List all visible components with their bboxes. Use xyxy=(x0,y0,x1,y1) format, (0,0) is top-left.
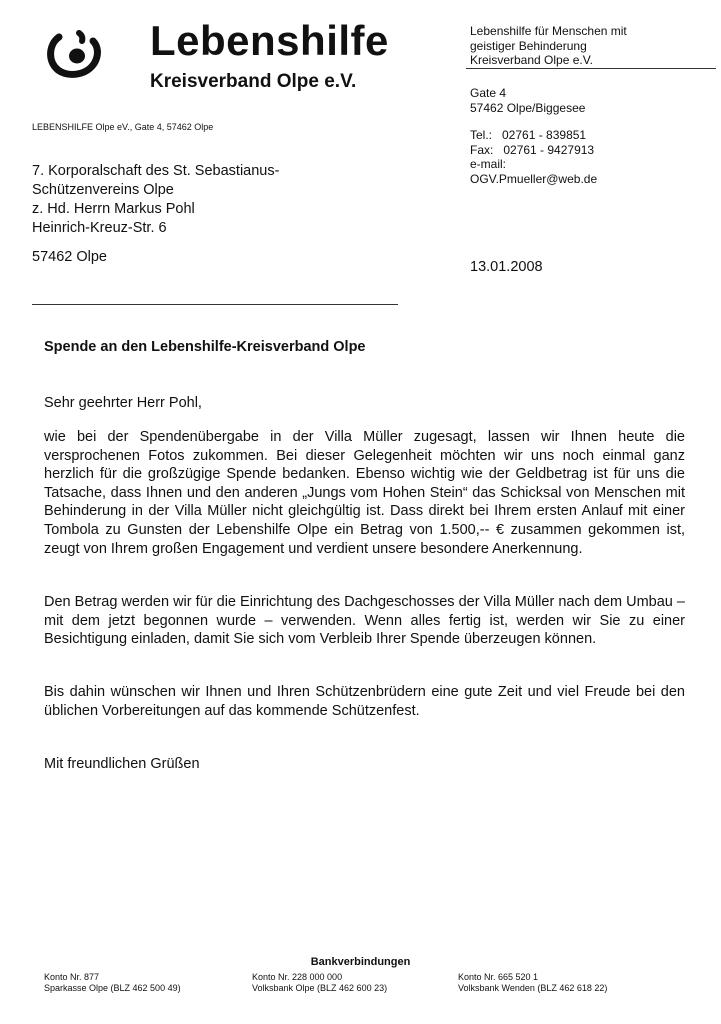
body-paragraph: wie bei der Spendenübergabe in der Villa Müller zugesagt, lassen wir Ihnen heute die versprochenen Fotos zukommen. Bei dieser Gelegenheit möchten wir uns noch einmal ganz herzlich für die großzügige Spende bedanken. Ebenso wichtig wie der Geldbetrag ist für uns die Tatsache, dass Ihnen und den anderen „Jungs vom Hohen Stein“ das Schicksal von Menschen mit Behinderung in der Villa Müller nicht gleichgültig ist. Dass direkt bei Ihrem ersten Anlauf mit einer Tombola zu Gunsten der Lebenshilfe Olpe ein Betrag von 1.500,-- € zusammen gekommen ist, zeugt von Ihrem großen Engagement und verdient unsere besondere Anerkennung. xyxy=(44,429,685,557)
letter-salutation: Sehr geehrter Herr Pohl, xyxy=(44,395,202,411)
email-address: OGV.Pmueller@web.de xyxy=(470,171,598,186)
org-city: 57462 Olpe/Biggesee xyxy=(470,100,586,115)
bank-entry xyxy=(252,972,387,994)
recipient-line: 7. Korporalschaft des St. Sebastianus- xyxy=(32,163,280,179)
bank-details-title: Bankverbindungen xyxy=(310,956,411,968)
org-street: Gate 4 xyxy=(470,86,507,100)
recipient-line: Schützenvereins Olpe xyxy=(32,182,174,198)
org-subtitle: Kreisverband Olpe e.V. xyxy=(150,71,357,92)
bank-name: Sparkasse Olpe (BLZ 462 500 49) xyxy=(44,983,181,993)
recipient-city: 57462 Olpe xyxy=(32,249,107,265)
account-number: Konto Nr. 877 xyxy=(44,972,100,982)
recipient-line: z. Hd. Herrn Markus Pohl xyxy=(32,201,195,217)
address-divider xyxy=(32,304,398,305)
body-paragraph: Den Betrag werden wir für die Einrichtung des Dachgeschosses der Villa Müller nach dem Umbau – mit dem jetzt begonnen wurde – verwenden. Wenn alles fertig ist, werden wir Sie zu einer Besichtigung einladen, damit Sie sich vom Verbleib Ihrer Spende überzeugen können. xyxy=(44,594,685,648)
contact-block xyxy=(470,86,597,186)
account-number: Konto Nr. 665 520 1 xyxy=(458,972,539,982)
fax-number: Fax: 02761 - 9427913 xyxy=(470,142,595,157)
recipient-line: Heinrich-Kreuz-Str. 6 xyxy=(32,220,167,236)
sender-return-address: LEBENSHILFE Olpe eV., Gate 4, 57462 Olpe xyxy=(32,122,214,132)
org-name: Lebenshilfe xyxy=(150,17,389,64)
email-label: e-mail: xyxy=(470,157,507,171)
recipient-address xyxy=(32,162,279,238)
letter-date: 13.01.2008 xyxy=(470,259,543,275)
org-info-line: Lebenshilfe für Menschen mit xyxy=(470,24,627,38)
body-paragraph: Bis dahin wünschen wir Ihnen und Ihren Schützenbrüdern eine gute Zeit und viel Freude bei den üblichen Vorbereitungen auf das kommende Schützenfest. xyxy=(44,684,685,719)
org-info-line: Kreisverband Olpe e.V. xyxy=(470,53,593,67)
account-number: Konto Nr. 228 000 000 xyxy=(252,972,343,982)
bank-entry xyxy=(44,972,181,994)
org-info-line: geistiger Behinderung xyxy=(470,38,587,53)
phone-number: Tel.: 02761 - 839851 xyxy=(470,128,587,142)
letter-subject: Spende an den Lebenshilfe-Kreisverband Olpe xyxy=(44,339,366,355)
lebenshilfe-logo-icon xyxy=(46,28,102,78)
org-info-block xyxy=(470,24,627,68)
org-info-divider xyxy=(466,68,716,69)
bank-entry xyxy=(458,972,607,994)
letter-closing: Mit freundlichen Grüßen xyxy=(44,756,200,772)
bank-name: Volksbank Olpe (BLZ 462 600 23) xyxy=(252,983,388,993)
bank-name: Volksbank Wenden (BLZ 462 618 22) xyxy=(458,983,608,993)
